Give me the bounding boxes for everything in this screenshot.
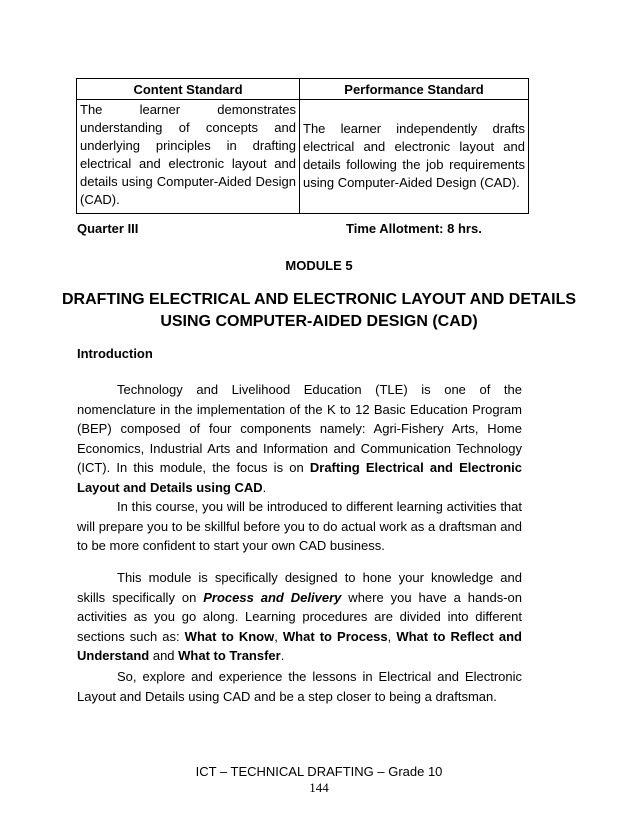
section-what-to-know: What to Know xyxy=(184,628,275,644)
page-footer: ICT – TECHNICAL DRAFTING – Grade 10 xyxy=(195,764,443,779)
module-title: DRAFTING ELECTRICAL AND ELECTRONIC LAYOUT AND DETAILS USING COMPUTER-AIDED DESIGN (CAD) xyxy=(61,291,577,330)
process-and-delivery: Process and Delivery xyxy=(203,589,342,605)
section-what-to-reflect: What to Reflect and Understand xyxy=(77,628,522,663)
paragraph-text: . xyxy=(262,479,267,495)
content-standard-cell: The learner demonstrates understanding of concepts and underlying principles in drafting electrical and electronic layout and details using Computer-Aided Design (CAD). xyxy=(77,100,300,214)
paragraph-text: This module is specifically designed to hone your knowledge and skills specifically on xyxy=(77,570,522,605)
paragraph-text: Technology and Livelihood Education (TLE) is one of the nomenclature in the implementation of the K to 12 Basic Education Program (BEP) composed of four components namely: Agri-Fishery Arts, Home Economics, Industrial Arts and Information and Communication Technology (ICT). In this module, the focus is on xyxy=(77,382,522,475)
intro-paragraph-2 xyxy=(77,497,522,556)
separator: , xyxy=(274,628,283,644)
intro-paragraph-1 xyxy=(77,380,522,497)
time-allotment: Time Allotment: 8 hrs. xyxy=(346,221,482,236)
paragraph-text: where you have a hands-on activities as you go along. Learning procedures are divided into different sections such as: xyxy=(77,589,522,644)
paragraph-text: So, explore and experience the lessons in Electrical and Electronic Layout and Details using CAD and be a step closer to being a draftsman. xyxy=(77,669,522,704)
section-what-to-transfer: What to Transfer xyxy=(178,648,281,663)
module-number: MODULE 5 xyxy=(285,258,353,273)
intro-paragraph-3 xyxy=(77,568,522,666)
intro-paragraph-4 xyxy=(77,667,522,706)
separator: and xyxy=(149,648,179,663)
performance-standard-header: Performance Standard xyxy=(300,79,529,100)
content-standard-header: Content Standard xyxy=(77,79,300,100)
paragraph-text: In this course, you will be introduced to different learning activities that will prepare you to be skillful before you to do actual work as a draftsman and to be more confident to start your own CAD business. xyxy=(77,499,522,553)
quarter-label: Quarter III xyxy=(77,221,139,236)
introduction-heading: Introduction xyxy=(77,346,153,361)
standards-table xyxy=(76,78,529,214)
performance-standard-cell: The learner independently drafts electrical and electronic layout and details following the job requirements using Computer-Aided Design (CAD). xyxy=(300,100,529,214)
focus-topic: Drafting Electrical and Electronic Layout and Details using CAD xyxy=(77,460,522,495)
table-row xyxy=(77,100,529,214)
page-number: 144 xyxy=(309,780,329,795)
table-header-row xyxy=(77,79,529,100)
separator: , xyxy=(387,628,397,644)
section-what-to-process: What to Process xyxy=(282,628,388,644)
separator: . xyxy=(280,648,285,663)
